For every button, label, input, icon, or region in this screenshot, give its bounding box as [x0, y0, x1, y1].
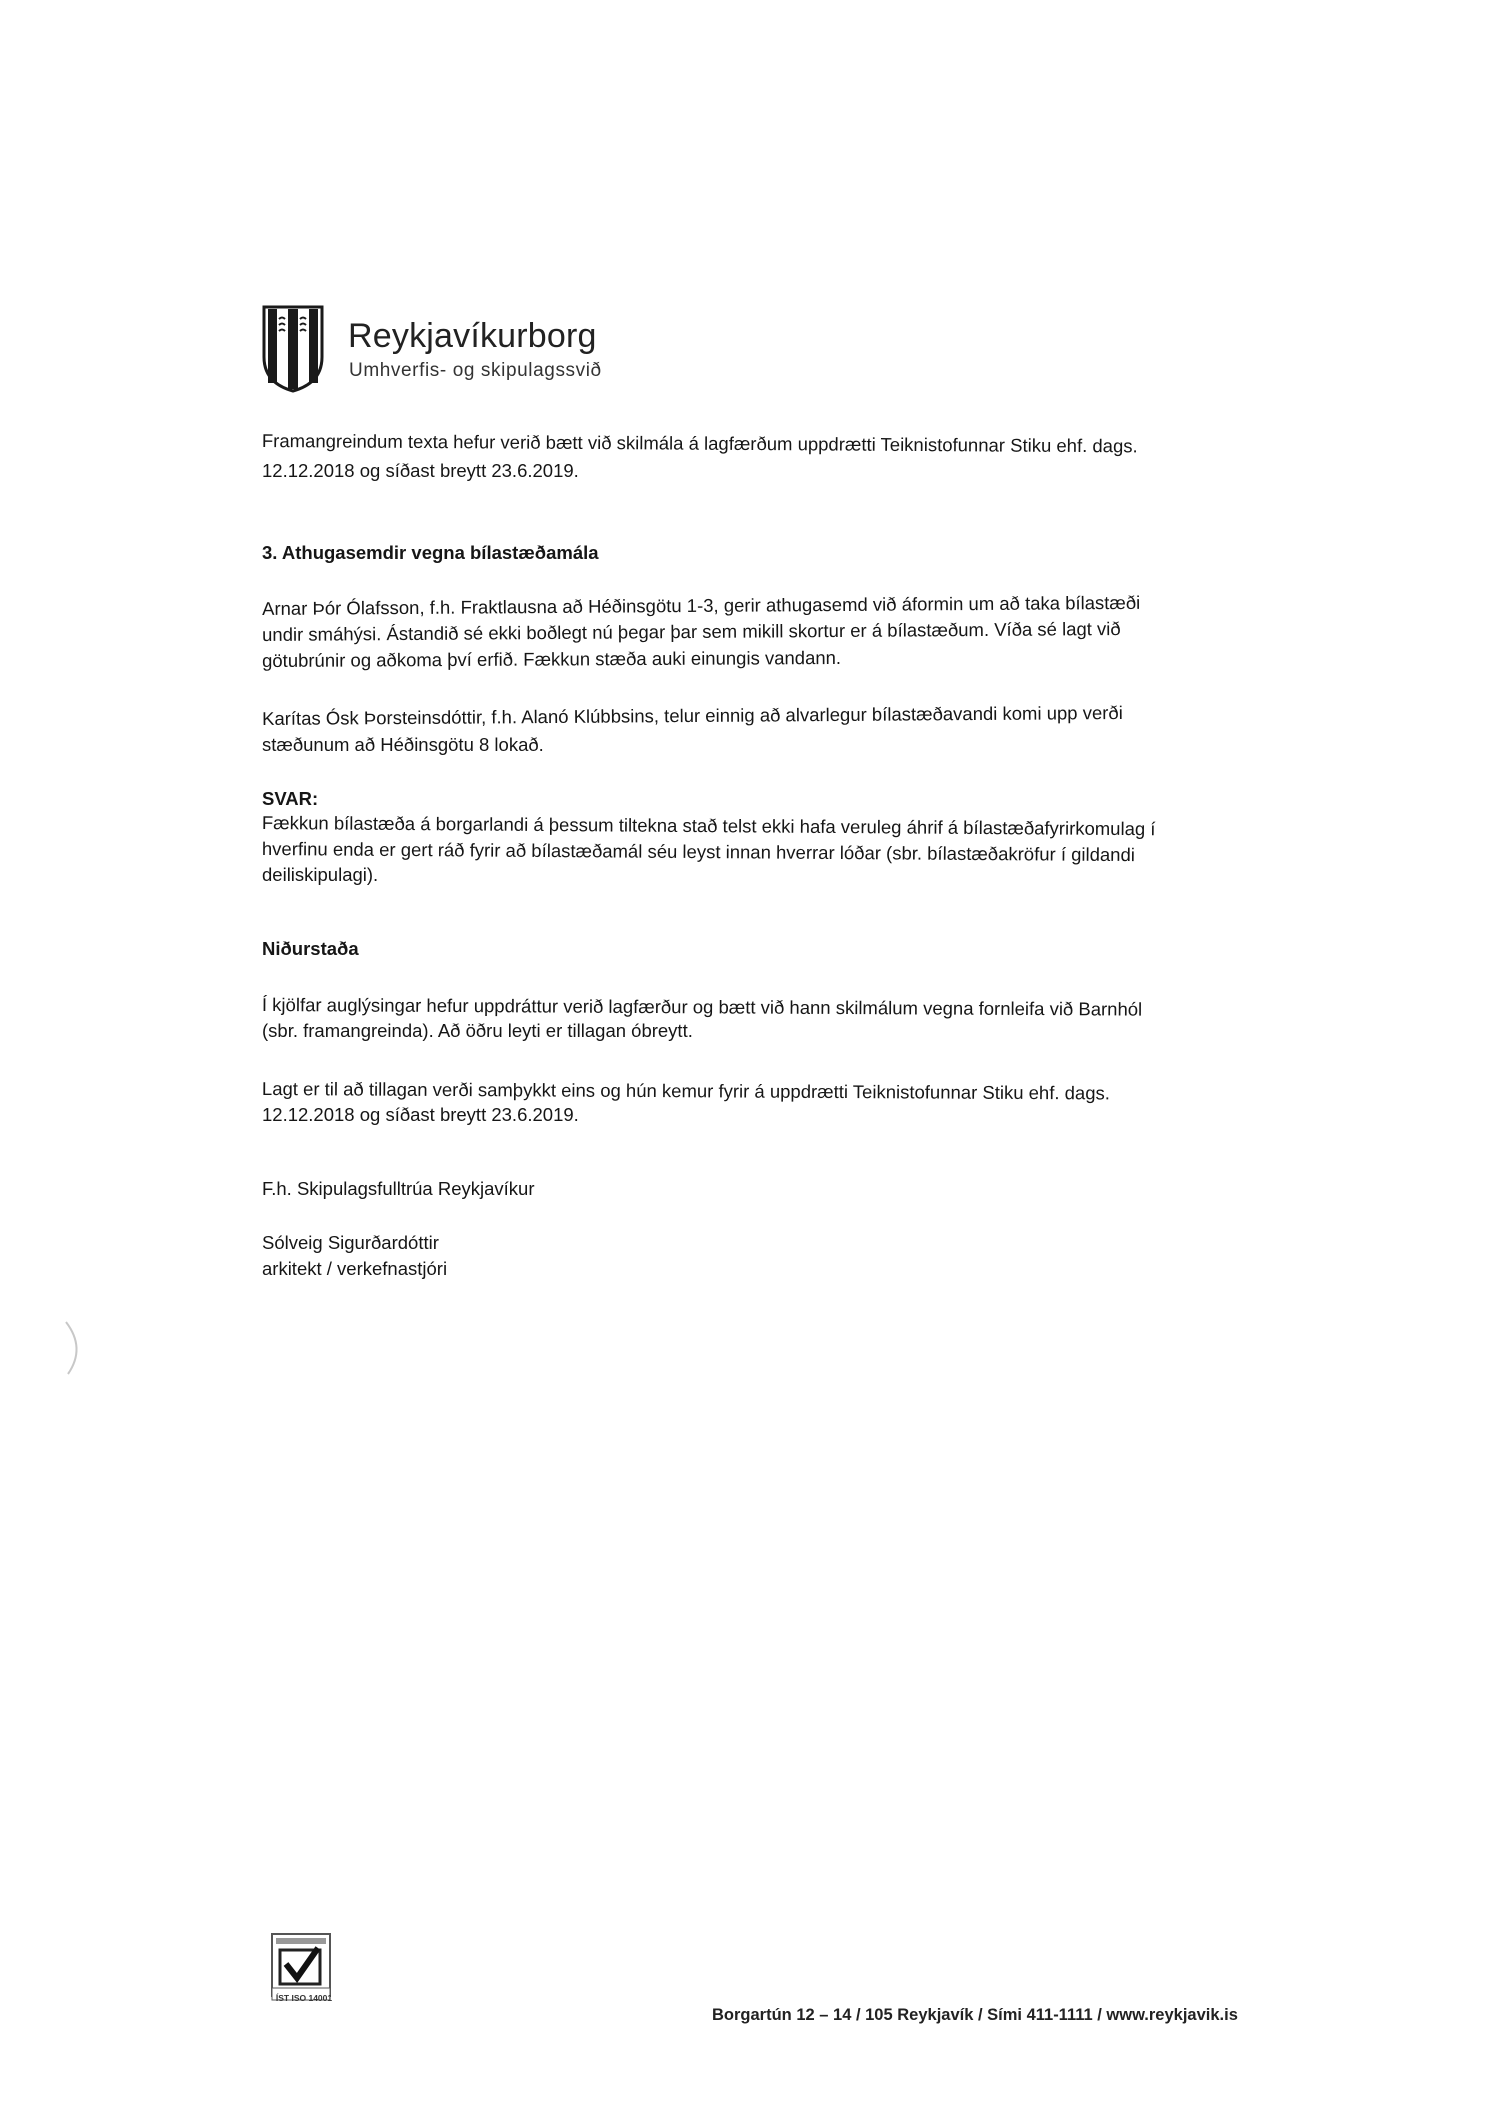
scan-artifact-icon — [60, 1318, 90, 1378]
reykjavik-crest-icon — [262, 305, 324, 393]
letterhead — [262, 305, 722, 400]
org-name: Reykjavíkurborg — [348, 317, 597, 355]
comment-1-line-3: götubrúnir og aðkoma því erfið. Fækkun stæða auki einungis vandann. — [262, 646, 842, 671]
conclusion-heading: Niðurstaða — [262, 938, 359, 959]
intro-line-1: Framangreindum texta hefur verið bætt við skilmála á lagfærðum uppdrætti Teiknistofunnar Stiku ehf. dags. — [261, 429, 1138, 457]
answer-label: SVAR: — [262, 788, 319, 809]
intro-line-2: 12.12.2018 og síðast breytt 23.6.2019. — [262, 460, 579, 481]
answer-line-2: hverfinu enda er gert ráð fyrir að bílastæðamál séu leyst innan hverrar lóðar (sbr. bílastæðakröfur í gildandi — [261, 837, 1135, 866]
footer-address: Borgartún 12 – 14 / 105 Reykjavík / Sími 411-1111 / www.reykjavik.is — [712, 2006, 1238, 2024]
signature-title: arkitekt / verkefnastjóri — [262, 1258, 448, 1279]
comment-2-line-2: stæðunum að Héðinsgötu 8 lokað. — [262, 734, 544, 755]
comment-1-line-2: undir smáhýsi. Ástandið sé ekki boðlegt nú þegar þar sem mikill skortur er á bílastæðum. Víða sé lagt við — [262, 618, 1121, 645]
section-heading: 3. Athugasemdir vegna bílastæðamála — [262, 542, 599, 563]
conclusion-para-1-line-2: (sbr. framangreinda). Að öðru leyti er tillagan óbreytt. — [262, 1020, 693, 1041]
comment-2-line-1: Karítas Ósk Þorsteinsdóttir, f.h. Alanó Klúbbsins, telur einnig að alvarlegur bílastæðavandi komi upp verði — [262, 701, 1123, 729]
conclusion-para-2-line-2: 12.12.2018 og síðast breytt 23.6.2019. — [262, 1104, 579, 1125]
org-department: Umhverfis- og skipulagssvið — [349, 360, 602, 381]
conclusion-para-1-line-1: Í kjölfar auglýsingar hefur uppdráttur verið lagfærður og bætt við hann skilmálum vegna fornleifa við Barnhól — [261, 994, 1143, 1020]
answer-line-3: deiliskipulagi). — [262, 864, 379, 885]
signature-on-behalf: F.h. Skipulagsfulltrúa Reykjavíkur — [262, 1178, 535, 1199]
answer-line-1: Fækkun bílastæða á borgarlandi á þessum tiltekna stað telst ekki hafa veruleg áhrif á bílastæðafyrirkomulag í — [261, 811, 1156, 840]
signature-name: Sólveig Sigurðardóttir — [262, 1232, 439, 1253]
iso-badge-text: ÍST ISO 14001 — [275, 1993, 333, 2003]
comment-1-line-1: Arnar Þór Ólafsson, f.h. Fraktlausna að Héðinsgötu 1-3, gerir athugasemd við áformin um að taka bílastæði — [262, 591, 1141, 619]
conclusion-para-2-line-1: Lagt er til að tillagan verði samþykkt eins og hún kemur fyrir á uppdrætti Teiknistofunnar Stiku ehf. dags. — [261, 1078, 1110, 1104]
